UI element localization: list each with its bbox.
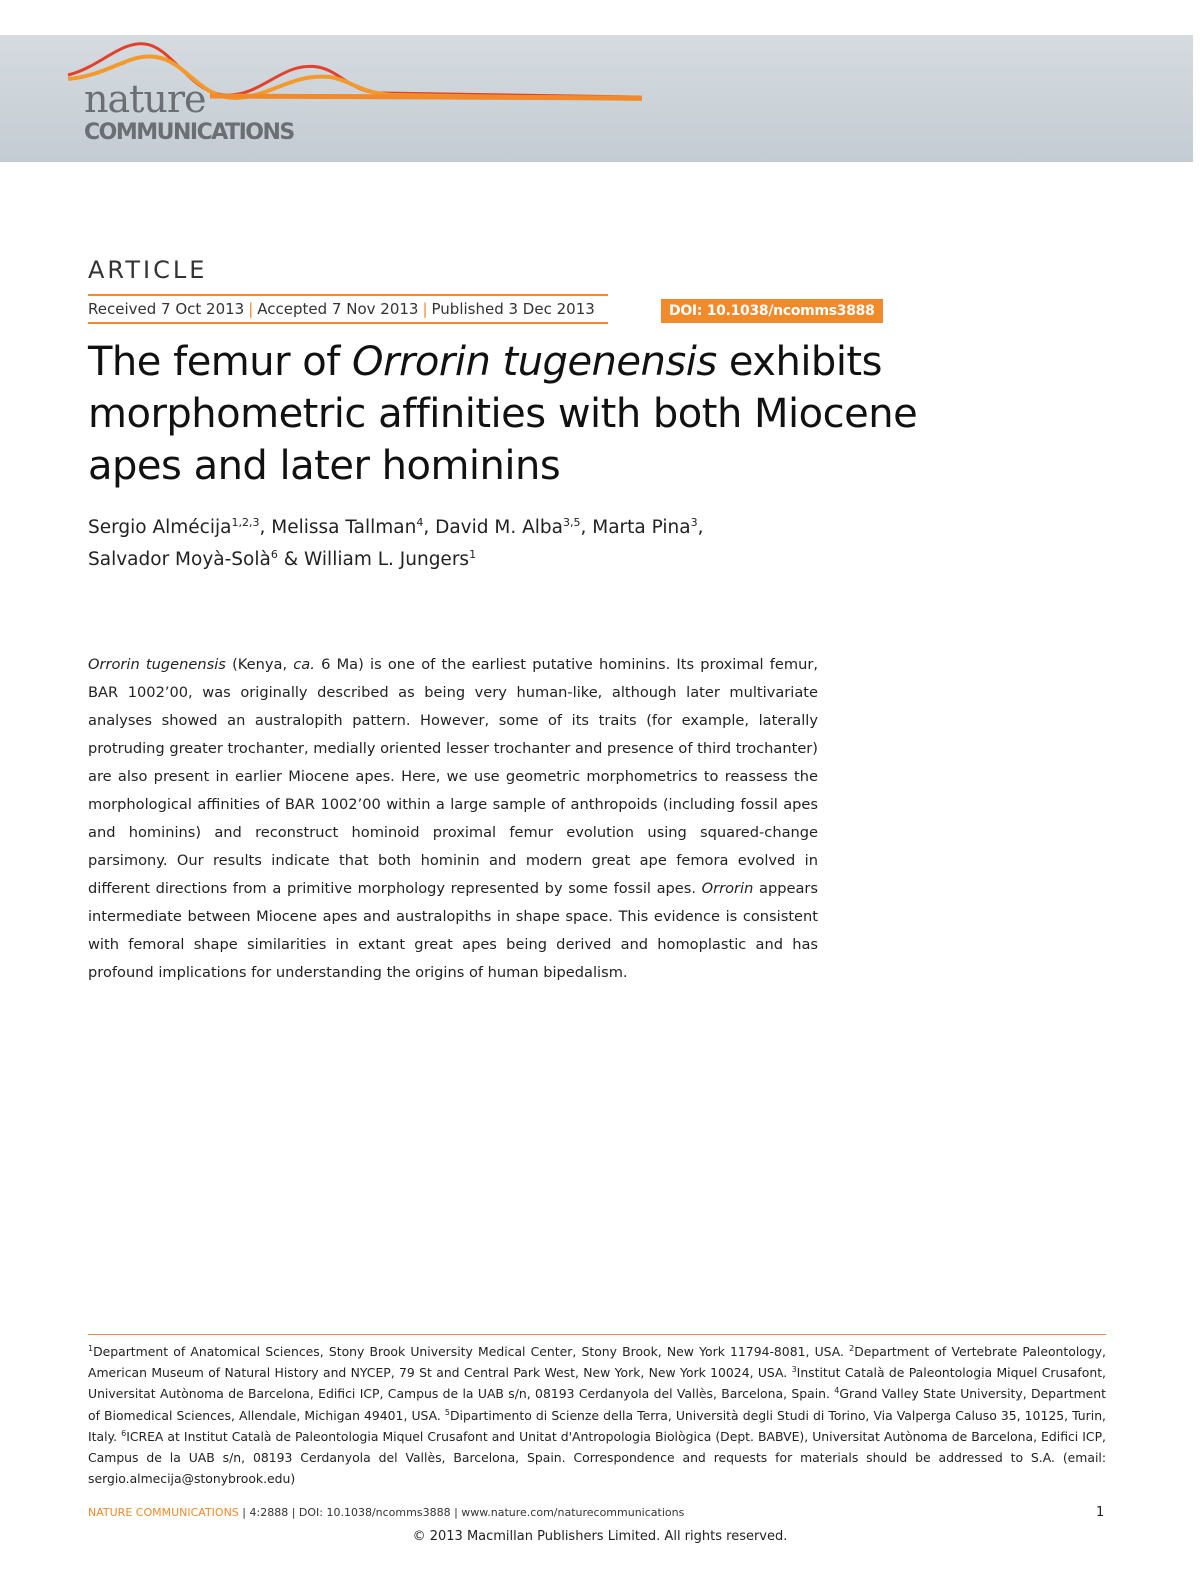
published-date: Published 3 Dec 2013 [431,300,595,318]
title-part-1: The femur of [88,339,353,385]
logo-subtitle: COMMUNICATIONS [84,120,294,145]
author-separator: , [259,517,272,538]
abstract-genus: Orrorin [701,880,754,897]
journal-name: NATURE COMMUNICATIONS [88,1506,239,1519]
abstract-species: Orrorin tugenensis [88,656,226,673]
abstract-text: appears intermediate between Miocene apes and australopiths in shape space. This evidence is consistent with femoral shape similarities in extant great apes being derived and homoplastic and has profound implications for understanding the origins of human bipedalism. [88,880,818,981]
title-part-2: exhibits morphometric affinities with both Miocene apes and later hominins [88,339,918,489]
doi-badge[interactable]: DOI: 10.1038/ncomms3888 [661,299,883,323]
affiliation-text: ICREA at Institut Català de Paleontologia Miquel Crusafont and Unitat d'Antropologia Biològica (Dept. BABVE), Universitat Autònoma de Barcelona, Edifici ICP, Campus de la UAB s/n, 08193 Cerdanyola del Vallès, Barcelona, Spain. [88,1428,1106,1466]
affiliation-text: Department of Vertebrate Paleontology, American Museum of Natural History and NYCEP, 79 St and Central Park West, New York, New York 10024, USA. [88,1344,1106,1381]
author-affiliation-ref: 1,2,3 [231,516,260,529]
affiliation-number: 3 [791,1365,797,1375]
author-list [88,512,848,576]
received-date: Received 7 Oct 2013 [88,300,245,318]
article-type-label: ARTICLE [88,256,208,284]
affiliation-number: 5 [444,1407,451,1417]
correspondence-note: Correspondence and requests for materials should be addressed to S.A. (email: sergio.almecija@stonybrook.edu) [88,1450,1107,1487]
author-name[interactable]: William L. Jungers [304,549,470,570]
affiliation-number: 4 [834,1386,840,1396]
abstract [88,651,818,987]
author-name[interactable]: David M. Alba [435,517,563,538]
page-number: 1 [1096,1505,1105,1520]
affiliation-text: Dipartimento di Scienze della Terra, Università degli Studi di Torino, Via Valperga Caluso 35, 10125, Turin, Italy. [88,1407,1106,1444]
journal-footer [88,1506,684,1519]
author-separator: & [277,549,305,570]
author-separator: , [580,517,593,538]
author-affiliation-ref: 6 [270,548,278,561]
author-name[interactable]: Salvador Moyà-Solà [88,549,271,570]
accepted-date: Accepted 7 Nov 2013 [257,300,419,318]
date-separator: | [422,300,428,318]
header-divider [88,294,608,296]
copyright-notice: © 2013 Macmillan Publishers Limited. All rights reserved. [412,1529,788,1544]
logo-word: nature [84,77,206,121]
author-affiliation-ref: 4 [416,516,424,529]
affiliation-text: Department of Anatomical Sciences, Stony Brook University Medical Center, Stony Brook, New York 11794-8081, USA. [93,1344,850,1359]
affiliation-number: 6 [121,1428,127,1438]
author-name[interactable]: Sergio Almécija [88,517,232,538]
author-name[interactable]: Melissa Tallman [271,517,417,538]
author-separator: , [423,517,436,538]
author-separator: , [697,517,704,538]
abstract-text: 6 Ma) is one of the earliest putative hominins. Its proximal femur, BAR 1002’00, was originally described as being very human-like, although later multivariate analyses showed an australopith pattern. However, some of its traits (for example, laterally protruding greater trochanter, medially oriented lesser trochanter and presence of third trochanter) are also present in earlier Miocene apes. Here, we use geometric morphometrics to reassess the morphological affinities of BAR 1002’00 within a large sample of anthropoids (including fossil apes and hominins) and reconstruct hominoid proximal femur evolution using squared-change parsimony. Our results indicate that both hominin and modern great ape femora evolved in different directions from a primitive morphology represented by some fossil apes. [88,656,819,897]
dates-divider [88,322,608,324]
abstract-text: (Kenya, [225,656,294,673]
article-title [88,336,988,492]
affiliation-number: 2 [849,1344,855,1353]
author-affiliation-ref: 3,5 [562,516,581,529]
abstract-ca: ca. [293,656,315,673]
title-species: Orrorin tugenensis [352,339,717,385]
affiliation-number: 1 [88,1344,94,1353]
affiliation-text: Grand Valley State University, Department of Biomedical Sciences, Allendale, Michigan 49401, USA. [88,1386,1106,1423]
affiliation-text: Institut Català de Paleontologia Miquel Crusafont, Universitat Autònoma de Barcelona, Edifici ICP, Campus de la UAB s/n, 08193 Cerdanyola del Vallès, Barcelona, Spain. [88,1365,1106,1402]
journal-citation[interactable]: | 4:2888 | DOI: 10.1038/ncomms3888 | www.nature.com/naturecommunications [238,1506,685,1519]
author-affiliation-ref: 1 [469,548,477,561]
author-name[interactable]: Marta Pina [592,517,691,538]
publication-dates [88,300,595,318]
author-affiliation-ref: 3 [690,516,698,529]
date-separator: | [248,300,254,318]
affiliations [88,1341,1106,1489]
footnote-divider [88,1334,1106,1335]
